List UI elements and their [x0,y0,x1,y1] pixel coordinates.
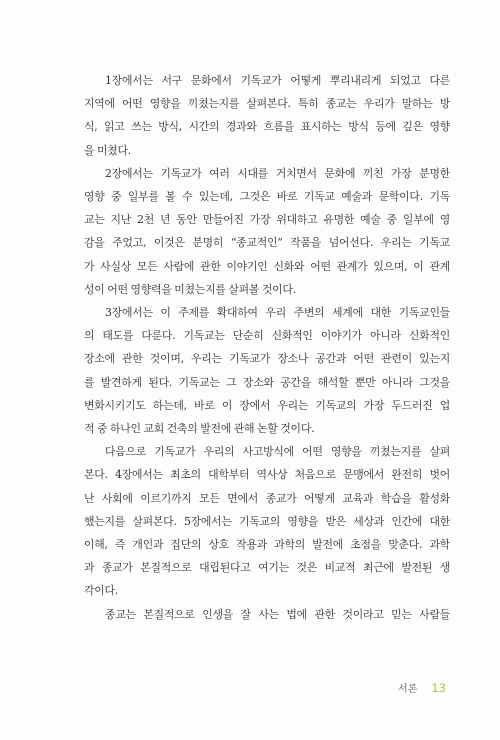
text-line: 성이 어떤 영향력을 미쳤는지를 살펴볼 것이다. [84,282,296,296]
paragraph-chapter2 [84,162,450,301]
text-line: 변화시키기도 하는데, 바로 이 장에서 우리는 기독교의 가장 두드러진 업 [84,398,450,412]
text-line: 장소에 관한 것이며, 우리는 기독교가 장소나 공간과 어떤 관련이 있는지 [84,352,450,366]
text-line: 적 중 하나인 교회 건축의 발전에 관해 논할 것이다. [84,422,315,436]
text-line: 종교는 본질적으로 인생을 잘 사는 법에 관한 것이라고 믿는 사람들 [105,607,450,621]
text-line: 의 태도를 다룬다. 기독교는 단순히 신화적인 이야기가 아니라 신화적인 [84,329,450,343]
text-line: 3장에서는 이 주제를 확대하여 우리 주변의 세계에 대한 기독교인들 [105,306,450,320]
text-line: 을 미쳤다. [84,143,132,157]
text-line: 본다. 4장에서는 최초의 대학부터 역사상 처음으로 문맹에서 완전히 벗어 [84,468,450,482]
running-footer-section: 서론 [398,684,418,695]
paragraph-chapter1 [84,69,450,162]
text-line: 이해, 즉 개인과 집단의 상호 작용과 과학의 발전에 초점을 맞춘다. 과학 [84,538,450,552]
text-line: 과 종교가 본질적으로 대립된다고 여기는 것은 비교적 최근에 발전된 생 [84,561,450,575]
paragraph-chapter4-5 [84,440,450,602]
text-line: 지역에 어떤 영향을 끼쳤는지를 살펴본다. 특히 종교는 우리가 말하는 방 [84,97,450,111]
text-line: 2장에서는 기독교가 여러 시대를 거치면서 문화에 끼친 가장 분명한 [105,166,450,180]
text-line: 식, 읽고 쓰는 방식, 시간의 경과와 흐름을 표시하는 방식 등에 깊은 영향 [84,120,450,134]
paragraph-chapter3 [84,301,450,440]
text-line: 영향 중 일부를 볼 수 있는데, 그것은 바로 기독교 예술과 문학이다. 기독 [84,190,450,204]
text-line: 난 사회에 이르기까지 모든 면에서 종교가 어떻게 교육과 학습을 활성화 [84,491,450,505]
page-footer [398,680,446,695]
text-line: 1장에서는 서구 문화에서 기독교가 어떻게 뿌리내리게 되었고 다른 [105,74,450,87]
body-text [84,69,450,626]
text-line: 다음으로 기독교가 우리의 사고방식에 어떤 영향을 끼쳤는지를 살펴 [105,445,450,459]
text-line: 를 발견하게 된다. 기독교는 그 장소와 공간을 해석할 뿐만 아니라 그것을 [84,375,450,389]
paragraph-religion [84,603,450,626]
page-number: 13 [431,681,446,695]
text-line: 했는지를 살펴본다. 5장에서는 기독교의 영향을 받은 세상과 인간에 대한 [84,514,450,528]
text-line: 감을 주었고, 이것은 분명히 “종교적인” 작품을 넘어선다. 우리는 기독교 [84,236,450,250]
text-line: 각이다. [84,584,119,598]
text-line: 교는 지난 2천 년 동안 만들어진 가장 위대하고 유명한 예술 중 일부에 영 [84,213,450,227]
text-line: 가 사실상 모든 사람에 관한 이야기인 신화와 어떤 관계가 있으며, 이 관계 [84,259,450,273]
